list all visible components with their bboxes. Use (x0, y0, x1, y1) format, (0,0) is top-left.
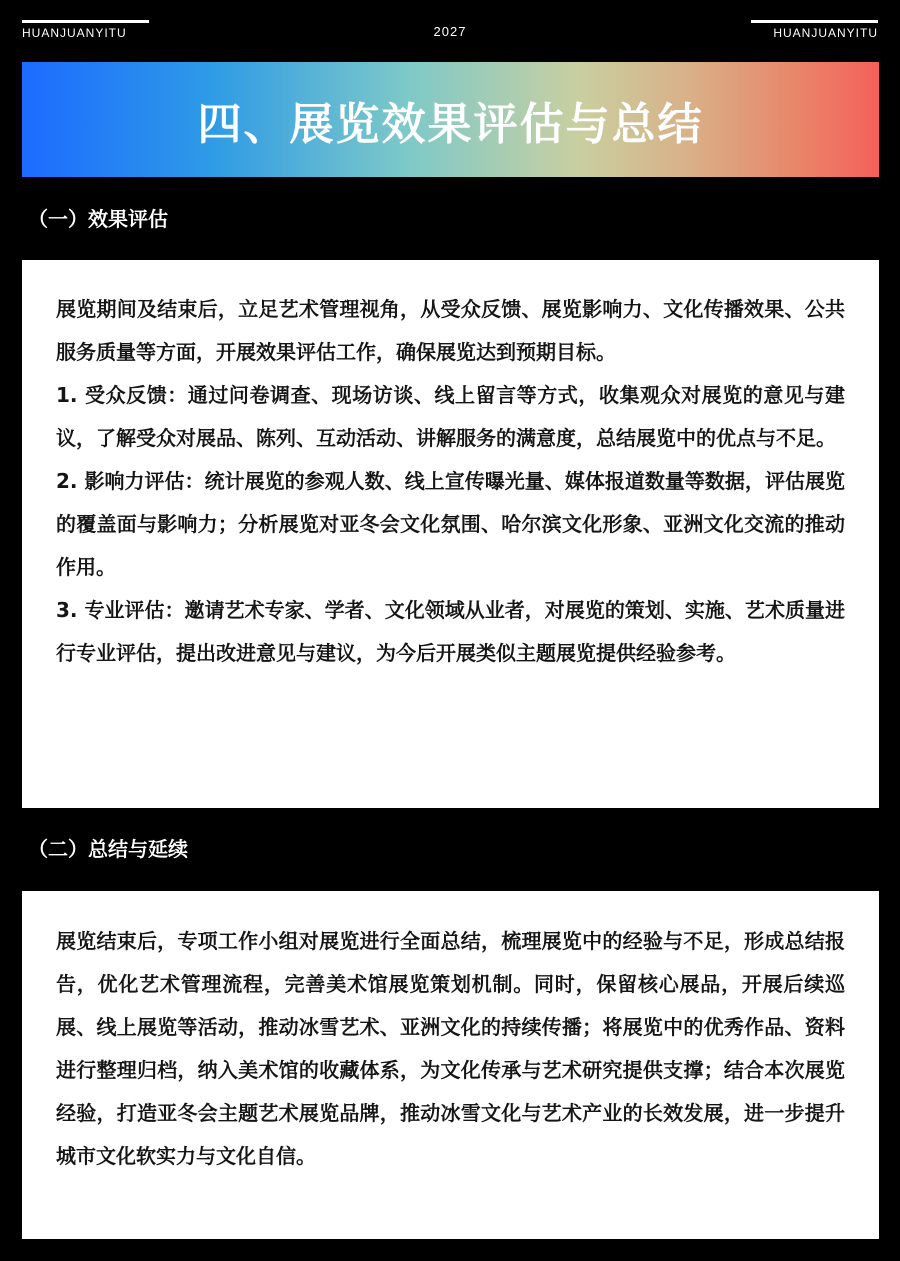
top-bar (0, 0, 900, 60)
summary-paragraph: 展览结束后，专项工作小组对展览进行全面总结，梳理展览中的经验与不足，形成总结报告，优化艺术管理流程，完善美术馆展览策划机制。同时，保留核心展品，开展后续巡展、线上展览等活动，推动冰雪艺术、亚洲文化的持续传播；将展览中的优秀作品、资料进行整理归档，纳入美术馆的收藏体系，为文化传承与艺术研究提供支撑；结合本次展览经验，打造亚冬会主题艺术展览品牌，推动冰雪文化与艺术产业的长效发展，进一步提升城市文化软实力与文化自信。 (56, 929, 845, 1168)
brand-right-text: HUANJUANYITU (773, 26, 878, 40)
summary-card (22, 891, 879, 1239)
brand-right-rule (751, 20, 878, 23)
brand-left-rule (22, 20, 149, 23)
professional-evaluation-paragraph: 3. 专业评估：邀请艺术专家、学者、文化领域从业者，对展览的策划、实施、艺术质量进行专业评估，提出改进意见与建议，为今后开展类似主题展览提供经验参考。 (56, 598, 845, 665)
intro-paragraph: 展览期间及结束后，立足艺术管理视角，从受众反馈、展览影响力、文化传播效果、公共服务质量等方面，开展效果评估工作，确保展览达到预期目标。 (56, 297, 845, 364)
year-label: 2027 (433, 24, 467, 39)
audience-feedback-paragraph: 1. 受众反馈：通过问卷调查、现场访谈、线上留言等方式，收集观众对展览的意见与建议，了解受众对展品、陈列、互动活动、讲解服务的满意度，总结展览中的优点与不足。 (56, 383, 845, 450)
title-banner (22, 62, 879, 177)
influence-evaluation-paragraph: 2. 影响力评估：统计展览的参观人数、线上宣传曝光量、媒体报道数量等数据，评估展览的覆盖面与影响力；分析展览对亚冬会文化氛围、哈尔滨文化形象、亚洲文化交流的推动作用。 (56, 469, 845, 579)
section-heading-summary: （二）总结与延续 (28, 837, 188, 861)
brand-left-text: HUANJUANYITU (22, 26, 127, 40)
page-title: 四、展览效果评估与总结 (197, 98, 704, 150)
section-heading-effect-evaluation: （一）效果评估 (28, 207, 168, 231)
brand-right (751, 20, 878, 39)
effect-evaluation-card (22, 260, 879, 808)
